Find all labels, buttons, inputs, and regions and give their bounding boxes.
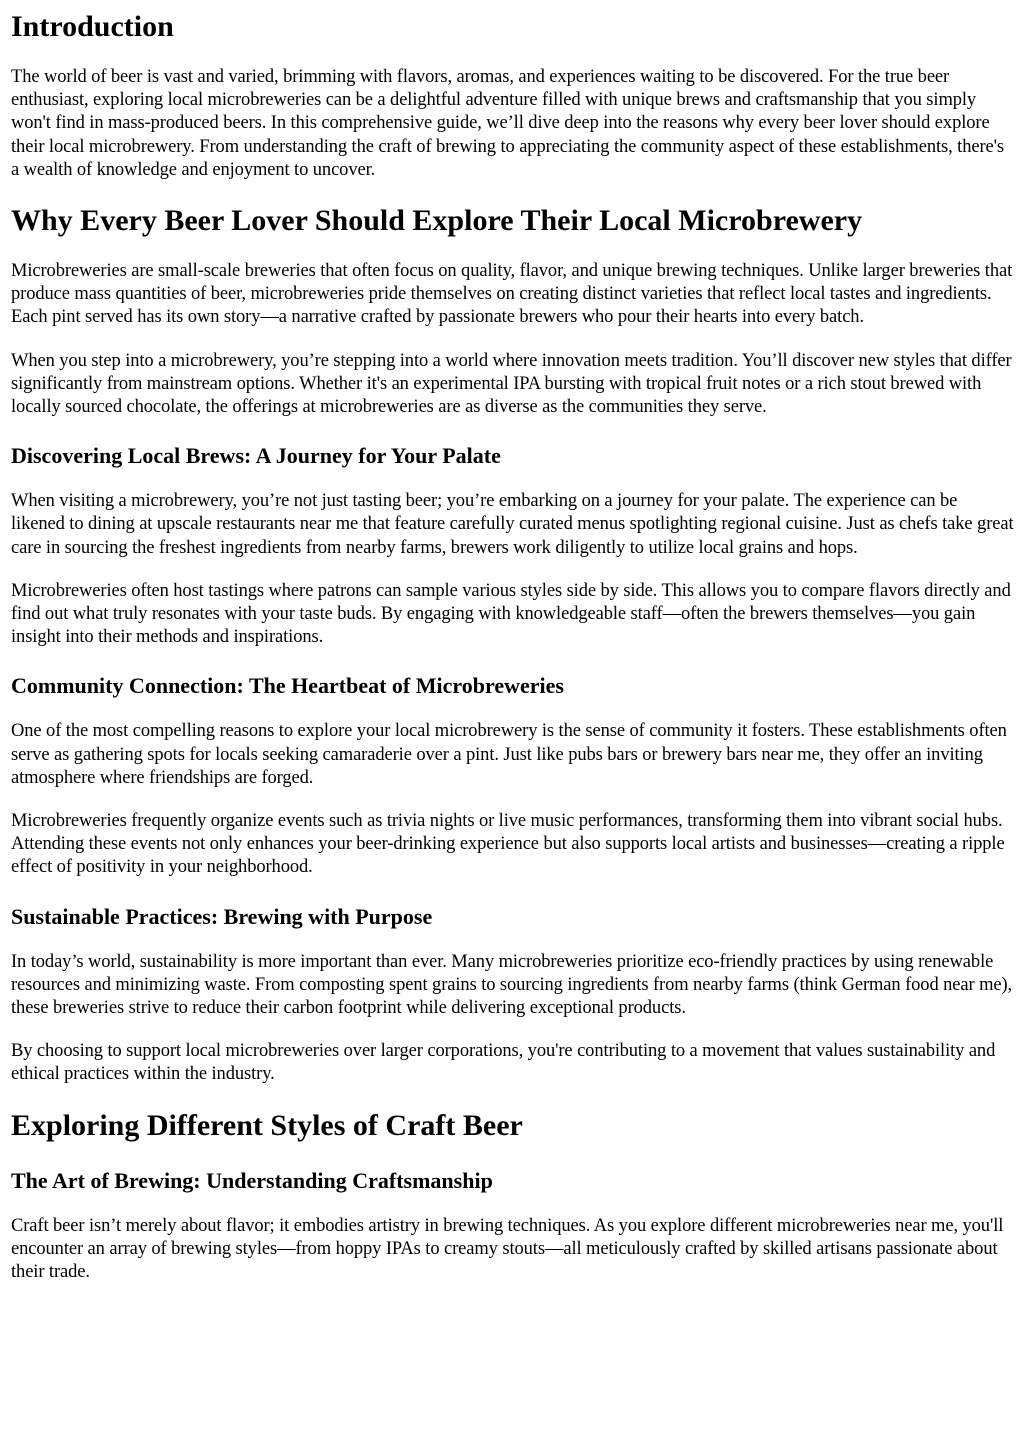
- paragraph-intro: The world of beer is vast and varied, brimming with flavors, aromas, and experiences waiting to be discovered. For the true beer enthusiast, exploring local microbreweries can be a delightful adventure filled with unique brews and craftsmanship that you simply won't find in mass-produced beers. In this comprehensive guide, we’ll dive deep into the reasons why every beer lover should explore their local microbrewery. From understanding the craft of brewing to appreciating the community aspect of these establishments, there's a wealth of knowledge and enjoyment to uncover.: [11, 67, 1004, 180]
- paragraph-sustain-1: In today’s world, sustainability is more important than ever. Many microbreweries prioritize eco-friendly practices by using renewable resources and minimizing waste. From composting spent grains to sourcing ingredients from nearby farms (think German food near me), these breweries strive to reduce their carbon footprint while delivering exceptional products.: [11, 951, 1013, 1019]
- paragraph-sustain-2: By choosing to support local microbreweries over larger corporations, you're contributing to a movement that values sustainability and ethical practices within the industry.: [11, 1041, 996, 1085]
- article-body: [0, 9, 1024, 1284]
- heading-sustainable-practices: Sustainable Practices: Brewing with Purpose: [11, 903, 433, 929]
- heading-art-of-brewing: The Art of Brewing: Understanding Craftsmanship: [11, 1167, 493, 1193]
- paragraph-community-2: Microbreweries frequently organize events such as trivia nights or live music performances, transforming them into vibrant social hubs. Attending these events not only enhances your beer-drinking experience but also supports local artists and businesses—creating a ripple effect of positivity in your neighborhood.: [11, 811, 1005, 878]
- paragraph-why-1: Microbreweries are small-scale breweries that often focus on quality, flavor, and unique brewing techniques. Unlike larger breweries that produce mass quantities of beer, microbreweries pride themselves on creating distinct varieties that reflect local tastes and ingredients. Each pint served has its own story—a narrative crafted by passionate brewers who pour their hearts into every batch.: [11, 261, 1013, 328]
- heading-exploring-styles: Exploring Different Styles of Craft Beer: [11, 1108, 523, 1142]
- paragraph-community-1: One of the most compelling reasons to explore your local microbrewery is the sense of community it fosters. These establishments often serve as gathering spots for locals seeking camaraderie over a pint. Just like pubs bars or brewery bars near me, they offer an inviting atmosphere where friendships are forged.: [11, 721, 1007, 788]
- heading-community-connection: Community Connection: The Heartbeat of Microbreweries: [11, 673, 564, 699]
- heading-discovering-local-brews: Discovering Local Brews: A Journey for Your Palate: [11, 443, 501, 469]
- paragraph-art-1: Craft beer isn’t merely about flavor; it embodies artistry in brewing techniques. As you explore different microbreweries near me, you'll encounter an array of brewing styles—from hoppy IPAs to creamy stouts—all meticulously crafted by skilled artisans passionate about their trade.: [11, 1215, 1004, 1283]
- paragraph-discover-2: Microbreweries often host tastings where patrons can sample various styles side by side. This allows you to compare flavors directly and find out what truly resonates with your taste buds. By engaging with knowledgeable staff—often the brewers themselves—you gain insight into their methods and inspirations.: [11, 580, 1011, 648]
- heading-why-explore: Why Every Beer Lover Should Explore Their Local Microbrewery: [11, 204, 863, 238]
- paragraph-discover-1: When visiting a microbrewery, you’re not just tasting beer; you’re embarking on a journey for your palate. The experience can be likened to dining at upscale restaurants near me that feature carefully curated menus spotlighting regional cuisine. Just as chefs take great care in sourcing the freshest ingredients from nearby farms, brewers work diligently to utilize local grains and hops.: [11, 491, 1014, 558]
- paragraph-why-2: When you step into a microbrewery, you’re stepping into a world where innovation meets tradition. You’ll discover new styles that differ significantly from mainstream options. Whether it's an experimental IPA bursting with tropical fruit notes or a rich stout brewed with locally sourced chocolate, the offerings at microbreweries are as diverse as the communities they serve.: [11, 350, 1012, 418]
- heading-introduction: Introduction: [11, 10, 174, 43]
